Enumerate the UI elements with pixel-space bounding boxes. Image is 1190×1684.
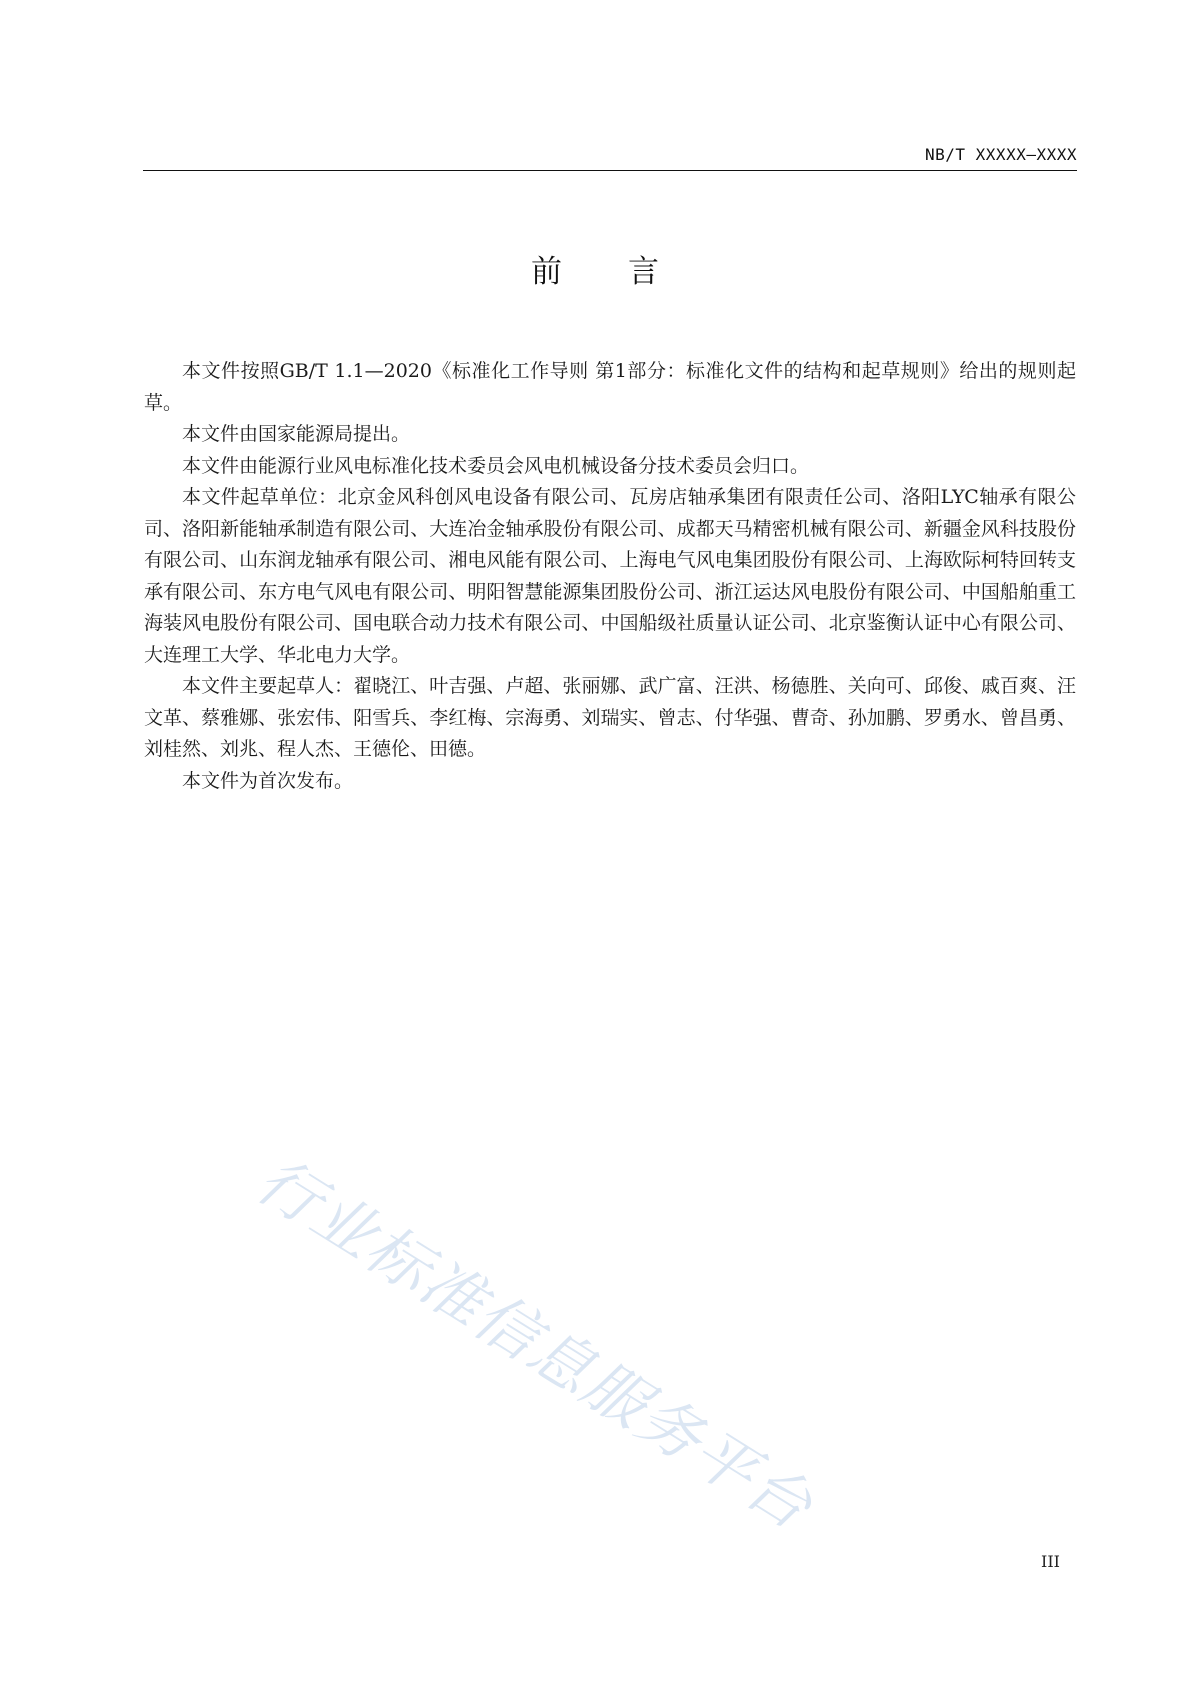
page-number: III <box>1041 1552 1060 1571</box>
paragraph-administrator: 本文件由能源行业风电标准化技术委员会风电机械设备分技术委员会归口。 <box>182 454 810 477</box>
paragraph-proposer: 本文件由国家能源局提出。 <box>182 423 411 445</box>
paragraph-first-release: 本文件为首次发布。 <box>182 769 354 792</box>
standard-code-header: NB/T XXXXX—XXXX <box>925 145 1077 164</box>
watermark: 行业标准信息服务平台 <box>244 1143 826 1545</box>
paragraph-drafting-rules: 本文件按照GB/T 1.1—2020《标准化工作导则 第1部分：标准化文件的结构和起草规则》给出的规则起草。 <box>144 360 1076 414</box>
body-text <box>144 356 1076 797</box>
paragraph-drafters: 本文件主要起草人：翟晓江、叶吉强、卢超、张丽娜、武广富、汪洪、杨德胜、关向可、邱俊、戚百爽、汪文革、蔡雅娜、张宏伟、阳雪兵、李红梅、宗海勇、刘瑞实、曾志、付华强、曹奇、孙加鹏、罗勇水、曾昌勇、刘桂然、刘兆、程人杰、王德伦、田德。 <box>144 675 1076 760</box>
page-title: 前言 <box>531 254 725 290</box>
header-rule <box>143 170 1077 171</box>
paragraph-drafting-units: 本文件起草单位：北京金风科创风电设备有限公司、瓦房店轴承集团有限责任公司、洛阳LYC轴承有限公司、洛阳新能轴承制造有限公司、大连冶金轴承股份有限公司、成都天马精密机械有限公司、新疆金风科技股份有限公司、山东润龙轴承有限公司、湘电风能有限公司、上海电气风电集团股份有限公司、上海欧际柯特回转支承有限公司、东方电气风电有限公司、明阳智慧能源集团股份公司、浙江运达风电股份有限公司、中国船舶重工海装风电股份有限公司、国电联合动力技术有限公司、中国船级社质量认证公司、北京鉴衡认证中心有限公司、大连理工大学、华北电力大学。 <box>144 486 1076 666</box>
